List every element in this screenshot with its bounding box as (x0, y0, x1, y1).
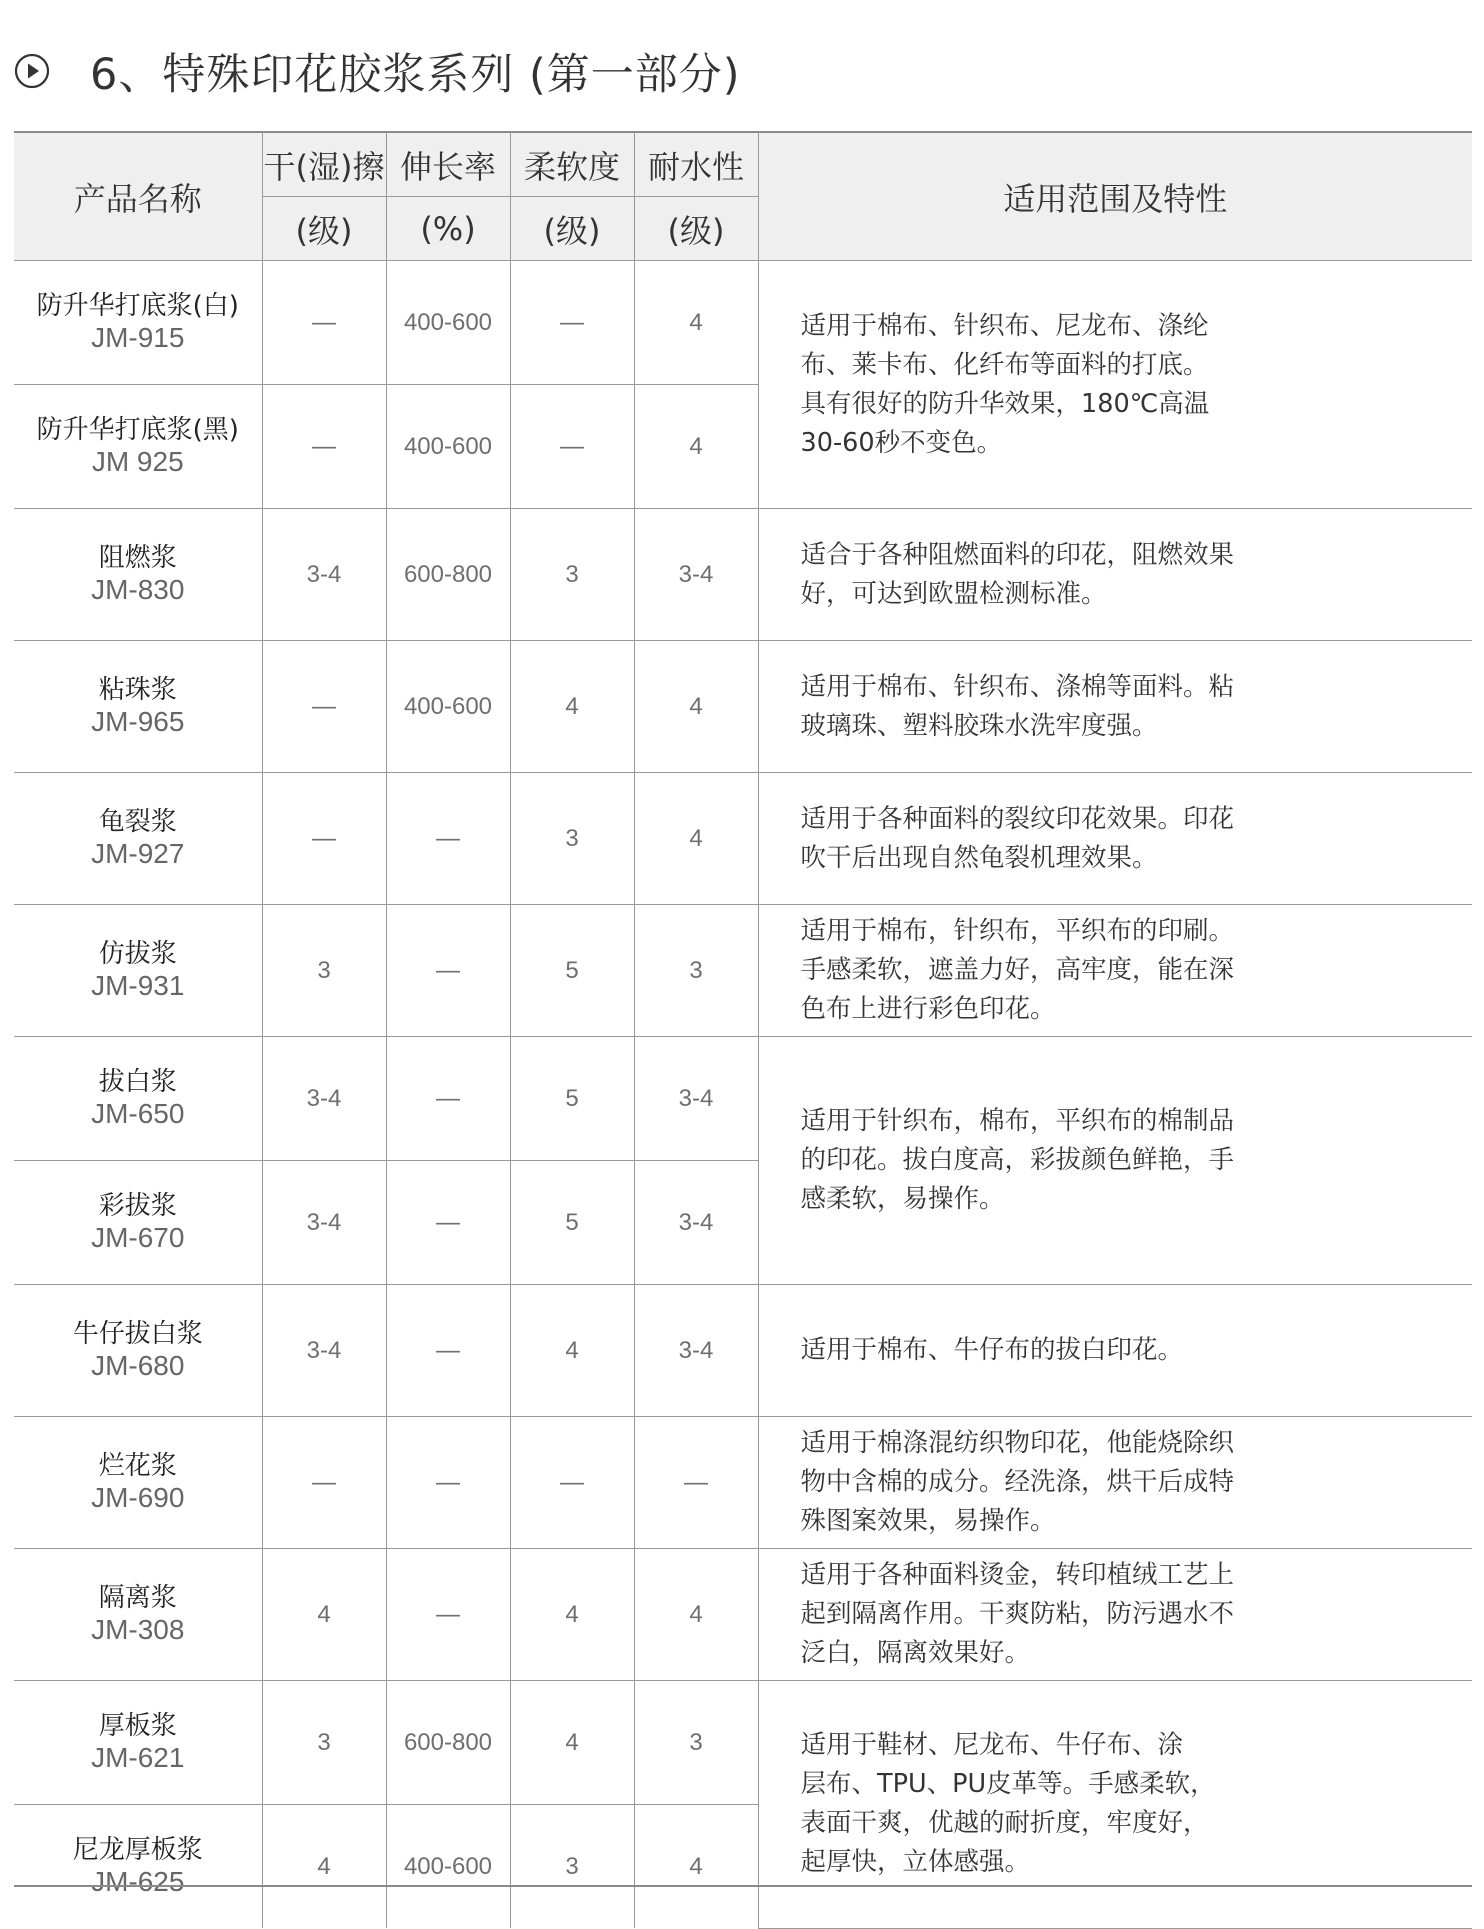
header-softness-unit: (级) (510, 197, 634, 261)
water-value: 3-4 (634, 1285, 758, 1417)
header-elongation-unit: (%) (386, 197, 510, 261)
softness-value: 5 (510, 905, 634, 1037)
description-line: 适用于棉布，针织布，平织布的印刷。 (800, 916, 1235, 946)
rub-value: — (262, 773, 386, 905)
scope-description (758, 773, 1472, 905)
table-row (14, 1681, 1472, 1805)
header-rub: 干(湿)擦 (262, 133, 386, 197)
description-line: 起厚快，立体感强。 (800, 1847, 1031, 1878)
product-name-cell (14, 773, 262, 905)
header-elongation: 伸长率 (386, 133, 510, 197)
elongation-value: 600-800 (386, 1681, 510, 1805)
table-row (14, 1285, 1472, 1417)
description-line: 物中含棉的成分。经洗涤，烘干后成特 (800, 1467, 1235, 1497)
product-name: 防升华打底浆(黑) (36, 414, 239, 445)
table-bottom-rule (14, 1885, 1472, 1887)
softness-value: — (510, 261, 634, 385)
description-line: 适用于棉布、针织布、尼龙布、涤纶 (800, 310, 1209, 341)
description-line: 适用于各种面料的裂纹印花效果。印花 (800, 803, 1235, 834)
product-name: 阻燃浆 (98, 542, 177, 573)
scope-description (758, 1549, 1472, 1681)
table-row (14, 1417, 1472, 1549)
rub-value: — (262, 385, 386, 509)
water-value: 3-4 (634, 509, 758, 641)
product-name: 烂花浆 (98, 1450, 177, 1481)
softness-value: 4 (510, 1549, 634, 1681)
elongation-value: — (386, 1285, 510, 1417)
description-line: 殊图案效果，易操作。 (800, 1506, 1056, 1536)
softness-value: 5 (510, 1161, 634, 1285)
description-line: 布、莱卡布、化纤布等面料的打底。 (800, 349, 1209, 380)
product-code: JM-931 (91, 970, 185, 1002)
rub-value: 4 (262, 1805, 386, 1929)
product-name: 厚板浆 (98, 1710, 177, 1741)
header-rub-unit: (级) (262, 197, 386, 261)
elongation-value: 600-800 (386, 509, 510, 641)
description-line: 适用于针织布，棉布，平织布的棉制品 (800, 1106, 1235, 1136)
description-line: 手感柔软，遮盖力好，高牢度，能在深 (800, 955, 1235, 985)
rub-value: 3 (262, 905, 386, 1037)
elongation-value: — (386, 1037, 510, 1161)
description-line: 表面干爽，优越的耐折度，牢度好， (800, 1808, 1209, 1839)
product-code: JM-927 (91, 838, 185, 870)
description-line: 感柔软，易操作。 (800, 1184, 1005, 1214)
description-line: 适用于棉布、牛仔布的拔白印花。 (800, 1335, 1184, 1365)
product-name-cell (14, 1161, 262, 1285)
water-value: 4 (634, 641, 758, 773)
product-code: JM-915 (91, 322, 185, 354)
water-value: 4 (634, 773, 758, 905)
product-code: JM-690 (91, 1482, 185, 1514)
product-name-cell (14, 905, 262, 1037)
product-code: JM-830 (91, 574, 185, 606)
water-value: 3 (634, 905, 758, 1037)
water-value: 4 (634, 385, 758, 509)
scope-description (758, 1417, 1472, 1549)
table-row (14, 905, 1472, 1037)
product-name: 尼龙厚板浆 (72, 1834, 203, 1865)
page-title: 6、特殊印花胶浆系列 (第一部分) (90, 49, 741, 100)
water-value: — (634, 1417, 758, 1549)
rub-value: 3-4 (262, 509, 386, 641)
elongation-value: — (386, 1161, 510, 1285)
scope-description (758, 261, 1472, 509)
elongation-value: 400-600 (386, 641, 510, 773)
product-code: JM-308 (91, 1614, 185, 1646)
scope-description (758, 905, 1472, 1037)
elongation-value: 400-600 (386, 261, 510, 385)
product-spec-table (14, 133, 1472, 1929)
description-line: 吹干后出现自然龟裂机理效果。 (800, 842, 1158, 873)
product-name-cell (14, 1037, 262, 1161)
table-row (14, 1037, 1472, 1161)
description-line: 30-60秒不变色。 (800, 427, 1003, 458)
softness-value: 3 (510, 509, 634, 641)
description-line: 玻璃珠、塑料胶珠水洗牢度强。 (800, 710, 1158, 741)
rub-value: 4 (262, 1549, 386, 1681)
rub-value: 3-4 (262, 1161, 386, 1285)
header-water-resistance: 耐水性 (634, 133, 758, 197)
product-name-cell (14, 641, 262, 773)
header-water-unit: (级) (634, 197, 758, 261)
product-name-cell (14, 1681, 262, 1805)
description-line: 泛白，隔离效果好。 (800, 1638, 1031, 1668)
header-scope: 适用范围及特性 (758, 133, 1472, 261)
product-code: JM-621 (91, 1742, 185, 1774)
product-code: JM-965 (91, 706, 185, 738)
product-name: 粘珠浆 (98, 674, 177, 705)
product-name-cell (14, 261, 262, 385)
softness-value: 4 (510, 1285, 634, 1417)
product-name-cell (14, 1549, 262, 1681)
scope-description (758, 1681, 1472, 1929)
header-product-name: 产品名称 (14, 133, 262, 261)
rub-value: — (262, 1417, 386, 1549)
table-row (14, 641, 1472, 773)
table-row (14, 773, 1472, 905)
product-name: 龟裂浆 (98, 806, 177, 837)
table-row (14, 509, 1472, 641)
elongation-value: — (386, 905, 510, 1037)
table-row (14, 1549, 1472, 1681)
product-code: JM-680 (91, 1350, 185, 1382)
description-line: 适用于各种面料烫金，转印植绒工艺上 (800, 1560, 1235, 1590)
scope-description (758, 1037, 1472, 1285)
product-name: 拔白浆 (98, 1066, 177, 1097)
description-line: 适合于各种阻燃面料的印花，阻燃效果 (800, 539, 1235, 570)
table-row (14, 261, 1472, 385)
softness-value: 4 (510, 641, 634, 773)
rub-value: — (262, 641, 386, 773)
product-name-cell (14, 509, 262, 641)
description-line: 适用于棉布、针织布、涤棉等面料。粘 (800, 671, 1235, 702)
softness-value: — (510, 1417, 634, 1549)
water-value: 3 (634, 1681, 758, 1805)
water-value: 3-4 (634, 1161, 758, 1285)
softness-value: 4 (510, 1681, 634, 1805)
softness-value: 3 (510, 1805, 634, 1929)
product-name: 防升华打底浆(白) (36, 290, 239, 321)
elongation-value: 400-600 (386, 385, 510, 509)
scope-description (758, 641, 1472, 773)
play-circle-icon (14, 53, 50, 89)
header-row (14, 133, 1472, 197)
product-name-cell (14, 385, 262, 509)
water-value: 4 (634, 1805, 758, 1929)
softness-value: 3 (510, 773, 634, 905)
rub-value: — (262, 261, 386, 385)
product-name: 彩拔浆 (98, 1190, 177, 1221)
description-line: 适用于棉涤混纺织物印花，他能烧除织 (800, 1428, 1235, 1458)
softness-value: — (510, 385, 634, 509)
water-value: 4 (634, 1549, 758, 1681)
product-code: JM-670 (91, 1222, 185, 1254)
softness-value: 5 (510, 1037, 634, 1161)
rub-value: 3-4 (262, 1037, 386, 1161)
product-name-cell (14, 1805, 262, 1929)
description-line: 适用于鞋材、尼龙布、牛仔布、涂 (800, 1730, 1184, 1761)
product-name: 牛仔拔白浆 (72, 1318, 203, 1349)
elongation-value: 400-600 (386, 1805, 510, 1929)
scope-description (758, 509, 1472, 641)
description-line: 色布上进行彩色印花。 (800, 994, 1056, 1024)
description-line: 好，可达到欧盟检测标准。 (800, 578, 1107, 609)
scope-description (758, 1285, 1472, 1417)
product-code: JM-650 (91, 1098, 185, 1130)
header-softness: 柔软度 (510, 133, 634, 197)
product-code: JM-625 (91, 1866, 185, 1898)
description-line: 具有很好的防升华效果，180℃高温 (800, 388, 1210, 419)
rub-value: 3-4 (262, 1285, 386, 1417)
description-line: 层布、TPU、PU皮革等。手感柔软， (800, 1769, 1216, 1800)
elongation-value: — (386, 1417, 510, 1549)
description-line: 起到隔离作用。干爽防粘，防污遇水不 (800, 1599, 1235, 1629)
water-value: 3-4 (634, 1037, 758, 1161)
product-code: JM 925 (91, 446, 184, 478)
product-name-cell (14, 1417, 262, 1549)
product-name: 仿拔浆 (98, 938, 177, 969)
description-line: 的印花。拔白度高，彩拔颜色鲜艳，手 (800, 1145, 1235, 1175)
water-value: 4 (634, 261, 758, 385)
product-name-cell (14, 1285, 262, 1417)
elongation-value: — (386, 773, 510, 905)
elongation-value: — (386, 1549, 510, 1681)
section-title-bar (14, 38, 741, 104)
product-name: 隔离浆 (98, 1582, 177, 1613)
rub-value: 3 (262, 1681, 386, 1805)
